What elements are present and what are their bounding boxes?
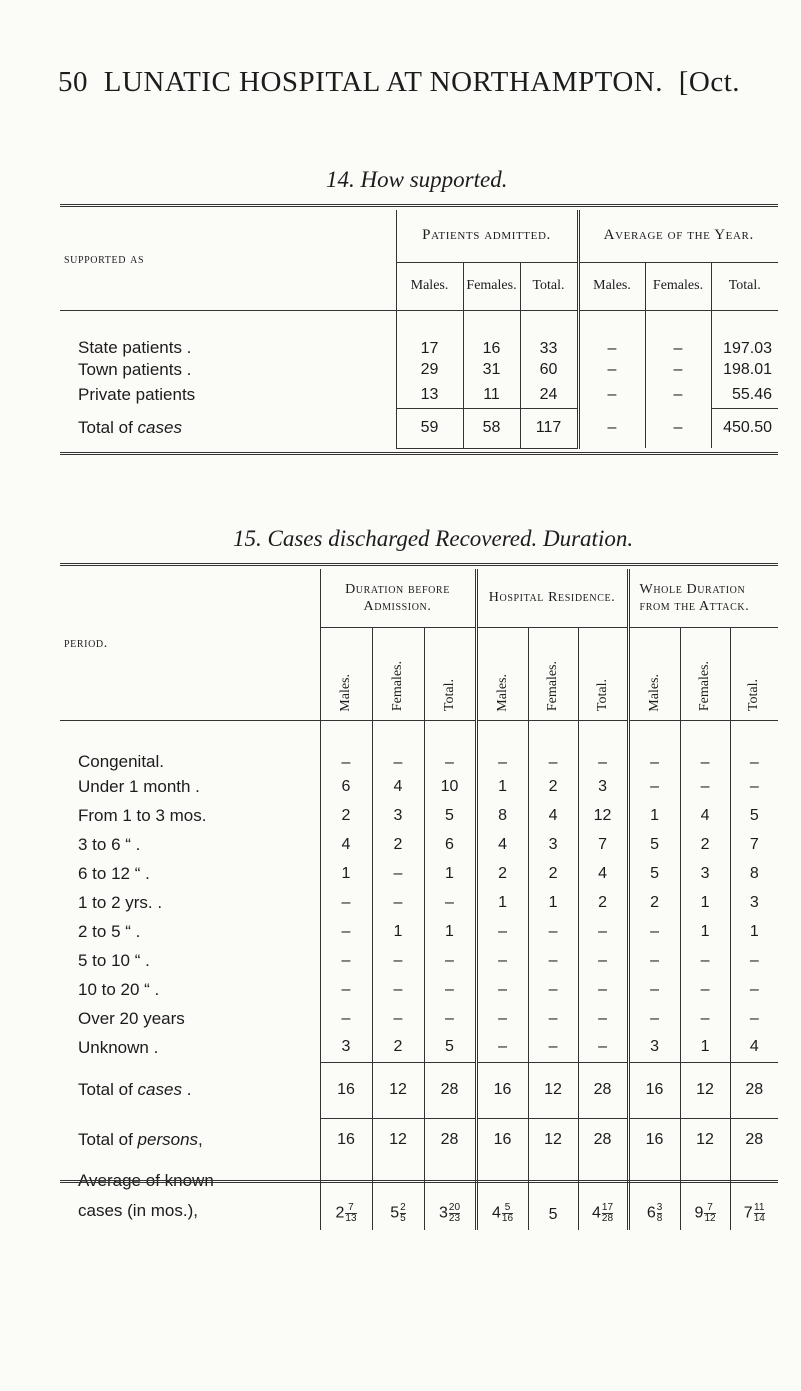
table-row xyxy=(60,1004,778,1033)
table14-total-label: Total of cases xyxy=(78,418,182,437)
table15-col-males-3: Males. xyxy=(628,627,680,720)
table14-header-supported-as: supported as xyxy=(60,210,396,310)
table-cell: 12 xyxy=(680,1062,730,1118)
fraction-cell: 7 $\frac{11}{14}$ xyxy=(730,1162,778,1230)
table-row-label: 10 to 20 “ . xyxy=(78,979,160,999)
table-row xyxy=(60,1033,778,1062)
table-cell: 4 xyxy=(372,772,424,801)
table15-header-whole-duration: Whole Duration from the Attack. xyxy=(628,569,778,627)
table-cell: 16 xyxy=(320,1062,372,1118)
table14-col-total: Total. xyxy=(520,262,578,310)
table14-col-avg-females: Females. xyxy=(645,262,711,310)
table15-header-period: period. xyxy=(60,569,320,720)
table-cell: 3 xyxy=(628,1033,680,1062)
table-cell: – xyxy=(476,1033,528,1062)
table15 xyxy=(60,569,778,1230)
table-row-label: 1 to 2 yrs. . xyxy=(78,892,163,912)
table-cell: – xyxy=(528,1033,578,1062)
fraction-cell: 9 $\frac{7}{12}$ xyxy=(680,1162,730,1230)
table-row xyxy=(60,888,778,917)
table-cell: 12 xyxy=(528,1118,578,1162)
table-cell: – xyxy=(372,720,424,772)
table15-col-females-2: Females. xyxy=(528,627,578,720)
table-row-total-cases xyxy=(60,1062,778,1118)
table-cell: – xyxy=(476,917,528,946)
table-cell: – xyxy=(628,772,680,801)
table-row-label: Under 1 month . xyxy=(78,776,200,796)
table-row-label: 2 to 5 “ . xyxy=(78,921,141,941)
table-cell: 2 xyxy=(372,830,424,859)
table-cell: 6 xyxy=(424,830,476,859)
table-cell: 1 xyxy=(476,888,528,917)
table-row xyxy=(60,917,778,946)
table-row xyxy=(60,946,778,975)
table-cell: 4 xyxy=(476,830,528,859)
table-cell: 58 xyxy=(463,408,520,448)
table-cell: – xyxy=(680,720,730,772)
table-cell: 6 xyxy=(320,772,372,801)
table-cell: 5 xyxy=(424,801,476,830)
table-cell: – xyxy=(680,975,730,1004)
table-cell: 5 xyxy=(628,830,680,859)
fraction-cell: 3 $\frac{20}{23}$ xyxy=(424,1162,476,1230)
table-cell: 59 xyxy=(396,408,463,448)
table-cell: – xyxy=(320,946,372,975)
table14-col-avg-males: Males. xyxy=(578,262,645,310)
table-cell: 13 xyxy=(396,382,463,408)
table14 xyxy=(60,210,778,449)
table-row xyxy=(60,801,778,830)
table15-rule-bottom xyxy=(60,1180,778,1183)
table15-col-males-2: Males. xyxy=(476,627,528,720)
table-cell: – xyxy=(730,946,778,975)
table-row-label: Congenital. xyxy=(78,752,165,771)
fraction-cell: 5 xyxy=(528,1162,578,1230)
table14-header-average-year: Average of the Year. xyxy=(578,210,778,262)
table15-title: 15. Cases discharged Recovered. Duration. xyxy=(233,526,634,551)
table-row-average xyxy=(60,1162,778,1230)
table-cell: 28 xyxy=(730,1118,778,1162)
table14-col-females: Females. xyxy=(463,262,520,310)
table-cell: 197.03 xyxy=(711,310,778,358)
table-cell: – xyxy=(528,720,578,772)
table-cell: – xyxy=(578,408,645,448)
table-cell: 28 xyxy=(424,1118,476,1162)
table-cell: 1 xyxy=(628,801,680,830)
table-cell: 2 xyxy=(528,772,578,801)
table-cell: – xyxy=(730,1004,778,1033)
table-cell: – xyxy=(528,975,578,1004)
table-cell: 2 xyxy=(320,801,372,830)
table-cell: 3 xyxy=(372,801,424,830)
table-cell: 16 xyxy=(463,310,520,358)
table-cell: 7 xyxy=(578,830,628,859)
table-cell: 12 xyxy=(372,1062,424,1118)
table-cell: – xyxy=(424,946,476,975)
table-row-label: Private patients xyxy=(78,385,196,404)
table-cell: 2 xyxy=(628,888,680,917)
table15-header-hospital-residence: Hospital Residence. xyxy=(476,569,628,627)
table-cell: 1 xyxy=(528,888,578,917)
table15-col-total-1: Total. xyxy=(424,627,476,720)
table-row xyxy=(60,859,778,888)
table-cell: 28 xyxy=(730,1062,778,1118)
table-cell: 1 xyxy=(680,1033,730,1062)
table15-col-total-3: Total. xyxy=(730,627,778,720)
table-cell: – xyxy=(320,975,372,1004)
table-cell: – xyxy=(528,917,578,946)
table-cell: 1 xyxy=(730,917,778,946)
table15-col-females-3: Females. xyxy=(680,627,730,720)
fraction-cell: 5 $\frac{2}{5}$ xyxy=(372,1162,424,1230)
table-row xyxy=(60,975,778,1004)
table-cell: 31 xyxy=(463,358,520,382)
table-cell: – xyxy=(424,975,476,1004)
table-cell: 8 xyxy=(476,801,528,830)
table-row-label: Over 20 years xyxy=(78,1008,185,1028)
table-cell: – xyxy=(476,946,528,975)
table-row-label: From 1 to 3 mos. xyxy=(78,805,207,825)
table-cell: 1 xyxy=(424,917,476,946)
table-cell: – xyxy=(645,358,711,382)
table-cell: – xyxy=(424,720,476,772)
table-cell: – xyxy=(578,720,628,772)
table-cell: 198.01 xyxy=(711,358,778,382)
table-row-label: Unknown . xyxy=(78,1037,159,1057)
table-cell: 60 xyxy=(520,358,578,382)
table-cell: 3 xyxy=(528,830,578,859)
running-header xyxy=(58,66,778,99)
table-cell: 12 xyxy=(578,801,628,830)
table-cell: 8 xyxy=(730,859,778,888)
table-cell: 3 xyxy=(730,888,778,917)
table-cell: 3 xyxy=(680,859,730,888)
table-cell: 2 xyxy=(476,859,528,888)
table-cell: 16 xyxy=(628,1062,680,1118)
table-cell: – xyxy=(476,720,528,772)
table15-col-females-1: Females. xyxy=(372,627,424,720)
table-cell: 1 xyxy=(680,888,730,917)
table-cell: – xyxy=(320,917,372,946)
table-cell: – xyxy=(645,408,711,448)
table-cell: – xyxy=(372,1004,424,1033)
table-cell: – xyxy=(578,1004,628,1033)
table-cell: – xyxy=(628,720,680,772)
table-row xyxy=(60,772,778,801)
table-row-label: 6 to 12 “ . xyxy=(78,863,150,883)
table-cell: 2 xyxy=(372,1033,424,1062)
table-cell: – xyxy=(372,888,424,917)
table15-rule-top xyxy=(60,563,778,566)
table-cell: – xyxy=(372,859,424,888)
table-cell: 11 xyxy=(463,382,520,408)
table15-col-total-2: Total. xyxy=(578,627,628,720)
table-cell: – xyxy=(578,917,628,946)
table-cell: – xyxy=(628,917,680,946)
table-cell: 10 xyxy=(424,772,476,801)
fraction-cell: 4 $\frac{17}{28}$ xyxy=(578,1162,628,1230)
table-row xyxy=(60,720,778,772)
table-cell: – xyxy=(476,975,528,1004)
table-cell: – xyxy=(578,310,645,358)
fraction-cell: 2 $\frac{7}{13}$ xyxy=(320,1162,372,1230)
table-cell: – xyxy=(730,975,778,1004)
table-cell: – xyxy=(476,1004,528,1033)
table-cell: – xyxy=(578,975,628,1004)
table-cell: – xyxy=(628,1004,680,1033)
table-cell: 5 xyxy=(424,1033,476,1062)
table-cell: – xyxy=(578,358,645,382)
table-cell: – xyxy=(680,1004,730,1033)
table-cell: 1 xyxy=(476,772,528,801)
table14-title: 14. How supported. xyxy=(326,167,508,192)
table-row-label: State patients . xyxy=(78,338,192,357)
table-row-label: Total of cases . xyxy=(78,1080,192,1099)
table-cell: 33 xyxy=(520,310,578,358)
table-cell: 7 xyxy=(730,830,778,859)
table-row-label: 5 to 10 “ . xyxy=(78,950,150,970)
table-cell: 28 xyxy=(578,1118,628,1162)
table-cell: – xyxy=(730,772,778,801)
table-cell: 1 xyxy=(680,917,730,946)
table-cell: – xyxy=(578,1033,628,1062)
table-cell: – xyxy=(424,888,476,917)
table15-header-duration-before: Duration before Admission. xyxy=(320,569,476,627)
table14-col-males: Males. xyxy=(396,262,463,310)
fraction-cell: 6 $\frac{3}{8}$ xyxy=(628,1162,680,1230)
table-cell: 28 xyxy=(578,1062,628,1118)
table-cell: – xyxy=(320,888,372,917)
table-cell: – xyxy=(372,946,424,975)
table-cell: 117 xyxy=(520,408,578,448)
table14-col-avg-total: Total. xyxy=(711,262,778,310)
table-cell: 17 xyxy=(396,310,463,358)
table-cell: 3 xyxy=(320,1033,372,1062)
table-cell: – xyxy=(628,946,680,975)
table-cell: 12 xyxy=(528,1062,578,1118)
table-cell: – xyxy=(578,382,645,408)
table-cell: 1 xyxy=(320,859,372,888)
table-row-label: Average of known cases (in mos.), xyxy=(78,1171,214,1220)
table-cell: – xyxy=(424,1004,476,1033)
table14-header-patients-admitted: Patients admitted. xyxy=(396,210,578,262)
table-row-label: Total of persons, xyxy=(78,1130,203,1149)
table-cell: 2 xyxy=(578,888,628,917)
table-cell: – xyxy=(320,1004,372,1033)
table-cell: 5 xyxy=(730,801,778,830)
table-cell: 16 xyxy=(476,1062,528,1118)
table-row xyxy=(60,830,778,859)
table-cell: – xyxy=(320,720,372,772)
table-cell: 28 xyxy=(424,1062,476,1118)
table-cell: – xyxy=(730,720,778,772)
table-cell: 2 xyxy=(528,859,578,888)
table-cell: 5 xyxy=(628,859,680,888)
table-cell: – xyxy=(528,1004,578,1033)
table-cell: 29 xyxy=(396,358,463,382)
table-cell: 450.50 xyxy=(711,408,778,448)
table-cell: 12 xyxy=(372,1118,424,1162)
running-title: LUNATIC HOSPITAL AT NORTHAMPTON. xyxy=(103,66,663,98)
table-row-label: Town patients . xyxy=(78,360,192,379)
table-cell: 4 xyxy=(578,859,628,888)
fraction-cell: 4 $\frac{5}{16}$ xyxy=(476,1162,528,1230)
table-cell: 3 xyxy=(578,772,628,801)
table-cell: 55.46 xyxy=(711,382,778,408)
table-cell: 4 xyxy=(730,1033,778,1062)
table-cell: – xyxy=(528,946,578,975)
table-cell: 16 xyxy=(476,1118,528,1162)
table15-col-males-1: Males. xyxy=(320,627,372,720)
table-cell: – xyxy=(680,772,730,801)
table-cell: 4 xyxy=(680,801,730,830)
header-date: [Oct. xyxy=(678,66,740,98)
table14-rule-top xyxy=(60,204,778,207)
table14-rule-bottom xyxy=(60,452,778,455)
table-cell: 16 xyxy=(320,1118,372,1162)
table-cell: 2 xyxy=(680,830,730,859)
table-row-total-persons xyxy=(60,1118,778,1162)
table-cell: 16 xyxy=(628,1118,680,1162)
table-cell: – xyxy=(645,382,711,408)
table-cell: – xyxy=(372,975,424,1004)
table-row-label: 3 to 6 “ . xyxy=(78,834,141,854)
page-number: 50 xyxy=(58,66,88,98)
table-cell: – xyxy=(680,946,730,975)
table-cell: 1 xyxy=(372,917,424,946)
table-cell: 1 xyxy=(424,859,476,888)
table-cell: – xyxy=(628,975,680,1004)
table-cell: – xyxy=(578,946,628,975)
table-cell: 24 xyxy=(520,382,578,408)
table-cell: 4 xyxy=(320,830,372,859)
table-cell: – xyxy=(645,310,711,358)
table-cell: 12 xyxy=(680,1118,730,1162)
table-cell: 4 xyxy=(528,801,578,830)
